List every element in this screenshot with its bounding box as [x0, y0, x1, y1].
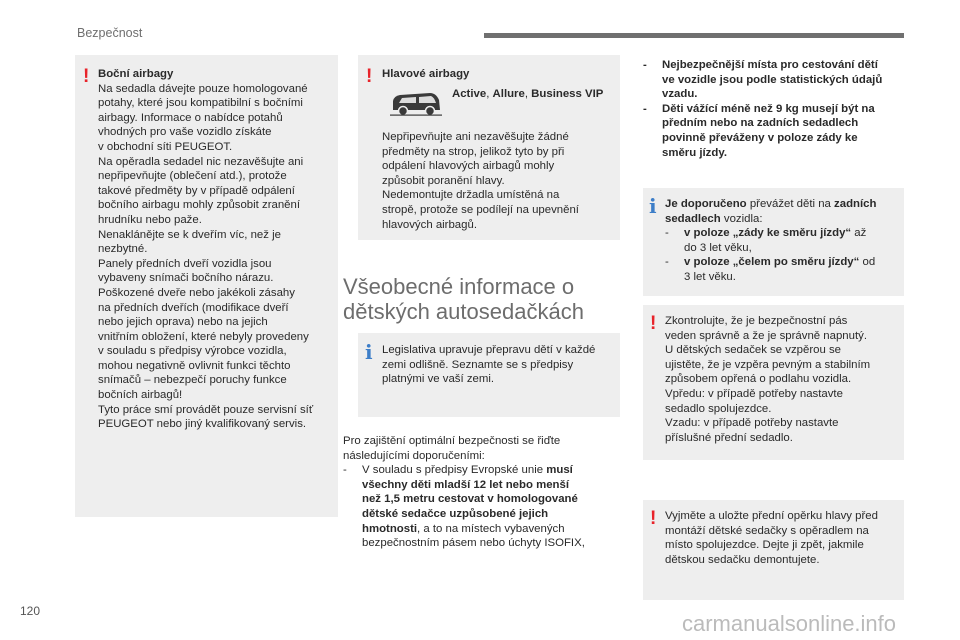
text-line: Legislativa upravuje přepravu dětí v každé [382, 344, 596, 356]
list-text: až [851, 227, 867, 240]
watermark: carmanualsonline.info [682, 611, 897, 636]
text-line: Panely předních dveří vozidla jsou [98, 257, 272, 270]
text-line: Nenaklánějte se k dveřím víc, než je [98, 228, 281, 241]
head-airbags-lines [382, 130, 618, 232]
text-line: místo spolujezdce. Dejte ji zpět, jakmile [665, 539, 864, 552]
legislation-lines [382, 343, 618, 387]
list-text: 3 let věku. [684, 270, 736, 283]
list-text: bezpečnostním pásem nebo úchyty ISOFIX, [362, 537, 585, 550]
text-line: U dětských sedaček se vzpěrou se [665, 344, 842, 357]
list-text: předním nebo na zadních sedadlech [662, 117, 859, 130]
text-line: vnitřním obložení, které nebyly provedeny [98, 330, 309, 343]
text-line: mohou negativně ovlivnit funkci těchto [98, 359, 291, 372]
list-text-bold: hmotnosti [362, 522, 418, 535]
text-line: nebo jejich oprava) nebo na jejich [98, 316, 268, 329]
recommended-bold: Je doporučeno [665, 198, 747, 210]
list-text: směru jízdy. [662, 146, 727, 159]
text-line: Na opěradla sedadel nic nezavěšujte ani [98, 155, 304, 168]
header-title: Bezpečnost [77, 26, 143, 40]
text-line: dětskou sedačku demontujete. [665, 553, 820, 566]
section-title [343, 274, 584, 324]
warning-icon: ! [650, 313, 657, 334]
list-dash: - [665, 256, 669, 269]
text-line: Vyjměte a uložte přední opěrku hlavy před [665, 510, 878, 522]
warning-icon: ! [366, 66, 373, 87]
text-line: potahy, které jsou kompatibilní s bočními [98, 97, 303, 110]
text-line: sedadlo spolujezdce. [665, 402, 772, 415]
recommendations-intro: Pro zajištění optimální bezpečnosti se řiďte [343, 435, 561, 447]
text-line: hrudníku nebo paže. [98, 213, 202, 226]
list-dash: - [665, 227, 669, 240]
list-text: od [859, 256, 876, 269]
text-line: airbagy. Informace o nabídce potahů [98, 111, 283, 124]
text-line: bočního airbagu mohly způsobit zranění [98, 199, 300, 212]
list-text: povinně převáženy v poloze zády ke [662, 131, 858, 144]
version-allure: Allure [492, 88, 525, 100]
list-item [643, 58, 908, 102]
version-separator: , [524, 88, 532, 100]
belt-check-lines [665, 314, 901, 445]
info-icon: i [649, 194, 657, 218]
text-line: zemi odlišně. Seznamte se s předpisy [382, 358, 574, 371]
warning-icon: ! [83, 66, 90, 87]
info-icon: i [365, 340, 373, 364]
recommended-bold: sedadlech [665, 212, 721, 225]
text-line: hlavových airbagů. [382, 218, 477, 231]
list-text-bold: všechny děti mladší 12 let nebo menší [362, 478, 570, 491]
version-active: Active [452, 88, 487, 100]
safe-seats-list [643, 58, 908, 160]
text-line: Na sedadla dávejte pouze homologované [98, 82, 308, 95]
recommendations-intro: následujícími doporučeními: [343, 449, 485, 462]
text-line: ujistěte, že je vzpěra pevným a stabilním [665, 358, 871, 371]
text-line: stropě, protože se podílejí na upevnění [382, 203, 579, 216]
text-line: v obchodní síti PEUGEOT. [98, 140, 233, 153]
list-text: do 3 let věku, [684, 241, 752, 254]
list-text-bold: v poloze „čelem po směru jízdy“ [684, 256, 860, 269]
side-airbags-title: Boční airbagy [98, 68, 174, 80]
text-line: Zkontrolujte, že je bezpečnostní pás [665, 315, 848, 327]
version-business-vip: Business VIP [531, 88, 604, 100]
list-text-bold: dětské sedačce uzpůsobené jejich [362, 507, 549, 520]
list-dash: - [643, 59, 647, 71]
text-line: veden správně a že je správně napnutý. [665, 329, 868, 342]
list-text: V souladu s předpisy Evropské unie [362, 464, 547, 477]
list-item [643, 102, 908, 160]
text-line: Vpředu: v případě potřeby nastavte [665, 387, 843, 400]
text-line: Nedemontujte držadla umístěná na [382, 189, 560, 202]
recommended-text-part: převážet děti na [746, 198, 835, 210]
text-line: platnými ve vaší zemi. [382, 373, 495, 386]
text-line: na předních dveřích (modifikace dveří [98, 301, 289, 314]
text-line: příslušné přední sedadlo. [665, 431, 793, 444]
list-text: vzadu. [662, 88, 698, 101]
text-line: vybaveny snímači bočního nárazu. [98, 272, 274, 285]
list-text: Nejbezpečnější místa pro cestování dětí [662, 59, 878, 71]
side-airbags-lines [98, 82, 336, 432]
list-text-bold: než 1,5 metru cestovat v homologované [362, 493, 578, 506]
side-airbags-text [98, 67, 336, 432]
van-icon [390, 88, 442, 118]
warning-icon: ! [650, 508, 657, 529]
section-title-line: Všeobecné informace o [343, 274, 575, 299]
vehicle-versions [452, 88, 603, 100]
recommended-bold: zadních [834, 198, 877, 210]
list-dash: - [643, 102, 647, 115]
text-line: nezbytné. [98, 243, 148, 256]
text-line: způsobit poranění hlavy. [382, 174, 505, 187]
text-line: Vzadu: v případě potřeby nastavte [665, 417, 839, 430]
list-text: Děti vážící méně než 9 kg musejí být na [662, 102, 875, 115]
list-item [665, 255, 901, 284]
recommended-text [665, 197, 901, 285]
list-text: , a to na místech vybavených [417, 522, 565, 535]
text-line: v souladu s předpisy výrobce vozidla, [98, 345, 287, 358]
text-line: Poškozené dveře nebo jakékoli zásahy [98, 286, 295, 299]
text-line: vhodných pro vaše vozidlo získáte [98, 126, 272, 139]
text-line: snímačů – nebezpečí poruchy funkce [98, 374, 287, 387]
header-bar [484, 33, 904, 38]
list-item [343, 463, 628, 551]
recommendations-text [343, 434, 628, 551]
text-line: PEUGEOT nebo jiný kvalifikovaný servis. [98, 418, 307, 431]
list-text-bold: musí [546, 464, 573, 477]
list-dash: - [343, 464, 347, 477]
text-line: takové předměty by v případě odpálení [98, 184, 295, 197]
text-line: odpálení hlavových airbagů mohly [382, 160, 555, 173]
page-number: 120 [20, 604, 41, 618]
list-item [665, 226, 901, 255]
text-line: Tyto práce smí provádět pouze servisní síť [98, 403, 314, 416]
list-text-bold: v poloze „zády ke směru jízdy“ [684, 227, 852, 240]
text-line: nepřipevňujte (oblečení atd.), protože [98, 170, 287, 183]
head-airbags-title: Hlavové airbagy [382, 68, 470, 80]
text-line: bočních airbagů! [98, 389, 183, 402]
version-separator: , [486, 88, 493, 100]
headrest-lines [665, 509, 901, 567]
text-line: předměty na strop, jelikož tyto by při [382, 145, 565, 158]
list-text: ve vozidle jsou podle statistických údajů [662, 73, 883, 86]
recommended-text-part: vozidla: [720, 212, 763, 225]
text-line: Nepřipevňujte ani nezavěšujte žádné [382, 131, 569, 143]
text-line: montáží dětské sedačky s opěradlem na [665, 524, 869, 537]
text-line: způsobem opřená o podlahu vozidla. [665, 373, 852, 386]
section-title-line: dětských autosedačkách [343, 299, 584, 324]
